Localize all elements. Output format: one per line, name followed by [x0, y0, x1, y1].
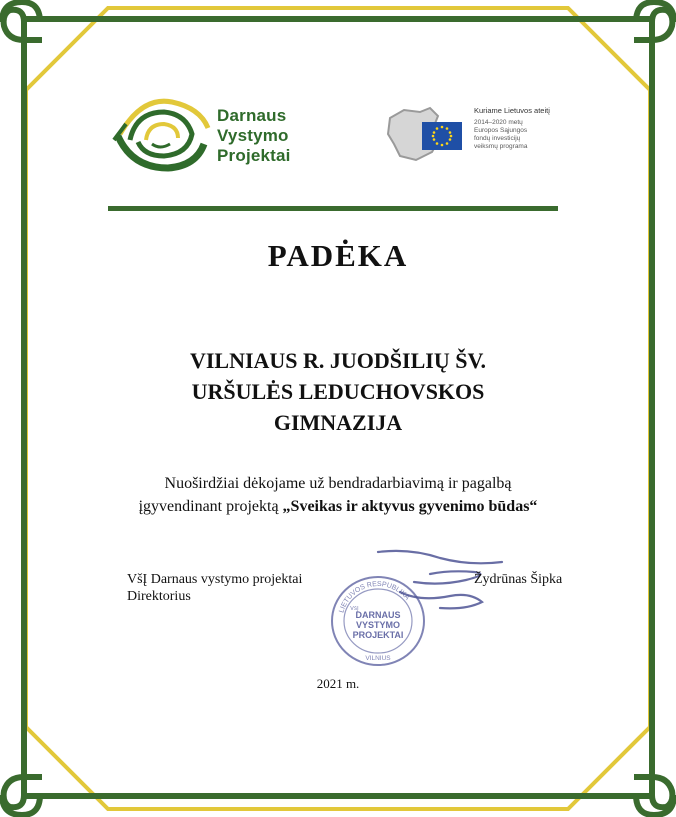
- stamp-bottom: VILNIUS: [365, 655, 391, 662]
- eu-funding-text: [474, 106, 554, 151]
- logo-wordmark: [217, 106, 291, 166]
- recipient-line: VILNIAUS R. JUODŠILIŲ ŠV.: [189, 348, 487, 373]
- darnaus-vystymo-logo-icon: [112, 94, 212, 174]
- signatory-organization: VšĮ Darnaus vystymo projektai: [127, 572, 303, 587]
- signatory-block: [127, 571, 302, 605]
- project-name: „Sveikas ir aktyvus gyvenimo būdas“: [282, 498, 538, 515]
- logo-line: Projektai: [217, 146, 291, 165]
- eu-line: 2014–2020 metų: [474, 119, 523, 126]
- certificate-title: PADĖKA: [267, 238, 409, 273]
- eu-line: veiksmų programa: [474, 143, 528, 150]
- eu-headline: Kuriame Lietuvos ateitį: [474, 106, 550, 115]
- eu-line: Europos Sąjungos: [474, 127, 528, 134]
- thanks-line-2-prefix: įgyvendinant projektą: [138, 498, 283, 515]
- certificate-year: 2021 m.: [316, 676, 360, 691]
- signatory-name: Žydrūnas Šipka: [474, 572, 563, 587]
- thanks-line-1: Nuoširdžiai dėkojame už bendradarbiavimą ir pagalbą: [164, 475, 512, 492]
- logo-line: Vystymo: [217, 126, 289, 145]
- recipient-line: URŠULĖS LEDUCHOVSKOS: [191, 379, 485, 404]
- logo-line: Darnaus: [217, 106, 287, 125]
- thanks-line-2: [0, 495, 676, 518]
- stamp-top-arc: LIETUVOS RESPUBLIKA: [338, 580, 411, 614]
- eu-funding-logo: [386, 104, 474, 168]
- header-divider: [108, 206, 558, 211]
- signatory-role: Direktorius: [127, 589, 191, 604]
- eu-line: fondų investicijų: [474, 135, 521, 142]
- stamp-prefix: VšĮ: [350, 606, 359, 612]
- recipient-line: GIMNAZIJA: [273, 410, 403, 435]
- stamp-center-line: DARNAUS: [355, 610, 401, 620]
- stamp-center-line: VYSTYMO: [355, 620, 401, 630]
- recipient-name: [0, 345, 676, 438]
- stamp-center-line: PROJEKTAI: [352, 630, 404, 640]
- thanks-message: [0, 472, 676, 518]
